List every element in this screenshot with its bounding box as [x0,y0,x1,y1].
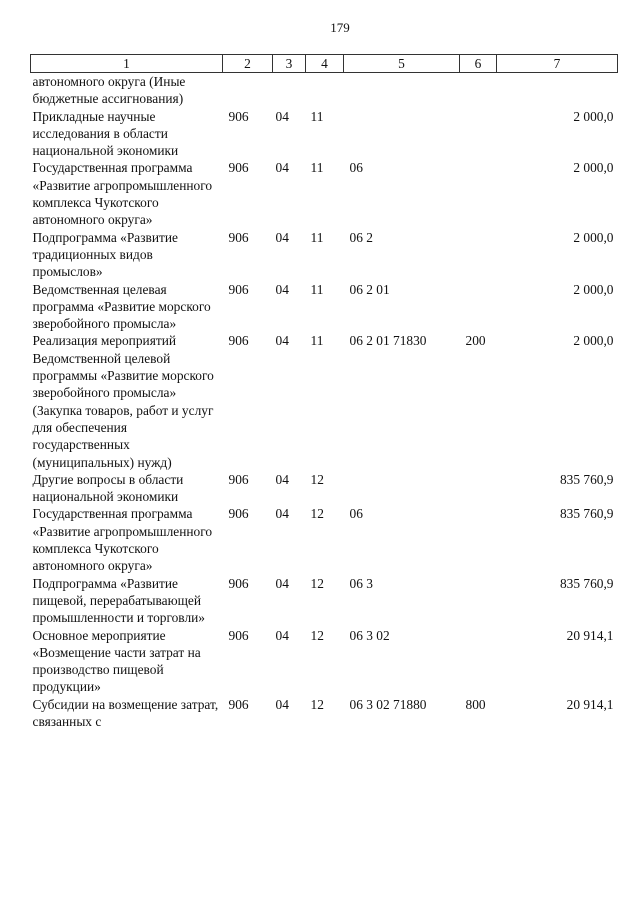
row-rz: 04 [275,229,289,245]
row-pr: 12 [310,696,324,712]
column-header-7: 7 [497,55,618,73]
row-sum: 20 914,1 [566,696,614,712]
row-rz: 04 [275,575,289,591]
row-rz: 04 [275,108,289,124]
table-row [31,229,618,281]
row-pr: 12 [310,506,324,522]
row-csr: 06 2 [349,229,373,245]
table-row [31,471,618,506]
row-sum: 2 000,0 [573,160,614,176]
row-rz: 04 [275,160,289,176]
row-rz: 04 [275,506,289,522]
column-header-3: 3 [273,55,306,73]
row-vr [460,159,497,228]
row-csr [344,73,460,108]
column-header-4: 4 [306,55,344,73]
row-kvsr: 906 [228,229,249,245]
row-kvsr: 906 [228,333,249,349]
row-sum: 835 760,9 [559,471,614,487]
row-pr: 12 [310,627,324,643]
table-row [31,505,618,574]
row-vr [460,108,497,160]
row-sum: 20 914,1 [566,627,614,643]
row-sum: 2 000,0 [573,281,614,297]
column-header-1: 1 [31,55,223,73]
row-rz: 04 [275,471,289,487]
row-vr [460,281,497,333]
row-csr: 06 3 02 71880 [349,696,427,712]
row-kvsr: 906 [228,696,249,712]
row-vr [460,73,497,108]
row-rz [273,73,306,108]
row-name: Субсидии на возмещение затрат, связанных с [32,696,219,729]
row-pr: 11 [310,229,324,245]
row-sum: 835 760,9 [559,506,614,522]
table-row [31,332,618,470]
table-row [31,73,618,108]
column-header-5: 5 [344,55,460,73]
row-name: Прикладные научные исследования в области национальной экономики [32,108,179,159]
row-csr: 06 3 [349,575,373,591]
row-pr: 12 [310,575,324,591]
row-pr [306,73,344,108]
table-row [31,627,618,696]
row-name: Основное мероприятие «Возмещение части затрат на производство пищевой продукции» [32,627,201,695]
row-name: Ведомственная целевая программа «Развитие морского зверобойного промысла» [32,281,211,332]
row-csr [344,108,460,160]
table-row [31,575,618,627]
row-kvsr: 906 [228,575,249,591]
column-number-header-row [31,55,618,73]
table-row [31,696,618,731]
row-csr: 06 3 02 [349,627,390,643]
row-rz: 04 [275,696,289,712]
row-name: Реализация мероприятий Ведомственной целевой программы «Развитие морского зверобойного промысла» (Закупка товаров, работ и услуг для обеспечения государственных (муниципальных) нужд) [32,333,214,470]
row-sum: 835 760,9 [559,575,614,591]
row-sum: 2 000,0 [573,108,614,124]
row-pr: 11 [310,333,324,349]
page-number: 179 [330,20,350,35]
row-kvsr: 906 [228,281,249,297]
row-rz: 04 [275,333,289,349]
row-kvsr: 906 [228,108,249,124]
row-csr: 06 2 01 71830 [349,333,427,349]
column-header-2: 2 [223,55,273,73]
row-csr [344,471,460,506]
row-vr [460,627,497,696]
row-pr: 11 [310,108,324,124]
row-name: Подпрограмма «Развитие пищевой, перерабатывающей промышленности и торговли» [32,575,206,626]
row-name: Государственная программа «Развитие агропромышленного комплекса Чукотского автономного округа» [32,160,213,228]
row-kvsr: 906 [228,506,249,522]
column-header-6: 6 [460,55,497,73]
row-pr: 11 [310,160,324,176]
row-vr [460,229,497,281]
row-name: автономного округа (Иные бюджетные ассигнования) [32,74,186,107]
table-row [31,108,618,160]
row-kvsr: 906 [228,471,249,487]
row-name: Государственная программа «Развитие агропромышленного комплекса Чукотского автономного округа» [32,506,213,574]
row-name: Другие вопросы в области национальной экономики [32,471,184,505]
row-vr [460,575,497,627]
row-kvsr [223,73,273,108]
row-rz: 04 [275,627,289,643]
row-name: Подпрограмма «Развитие традиционных видов промыслов» [32,229,178,280]
table-row [31,159,618,228]
table-row [31,281,618,333]
row-csr: 06 2 01 [349,281,390,297]
row-pr: 12 [310,471,324,487]
row-sum [497,73,618,108]
row-csr: 06 [349,160,363,176]
row-vr: 200 [465,333,486,349]
row-csr: 06 [349,506,363,522]
row-sum: 2 000,0 [573,229,614,245]
row-kvsr: 906 [228,160,249,176]
budget-table [30,54,618,730]
row-kvsr: 906 [228,627,249,643]
row-sum: 2 000,0 [573,333,614,349]
row-vr [460,471,497,506]
row-pr: 11 [310,281,324,297]
row-rz: 04 [275,281,289,297]
row-vr: 800 [465,696,486,712]
row-vr [460,505,497,574]
